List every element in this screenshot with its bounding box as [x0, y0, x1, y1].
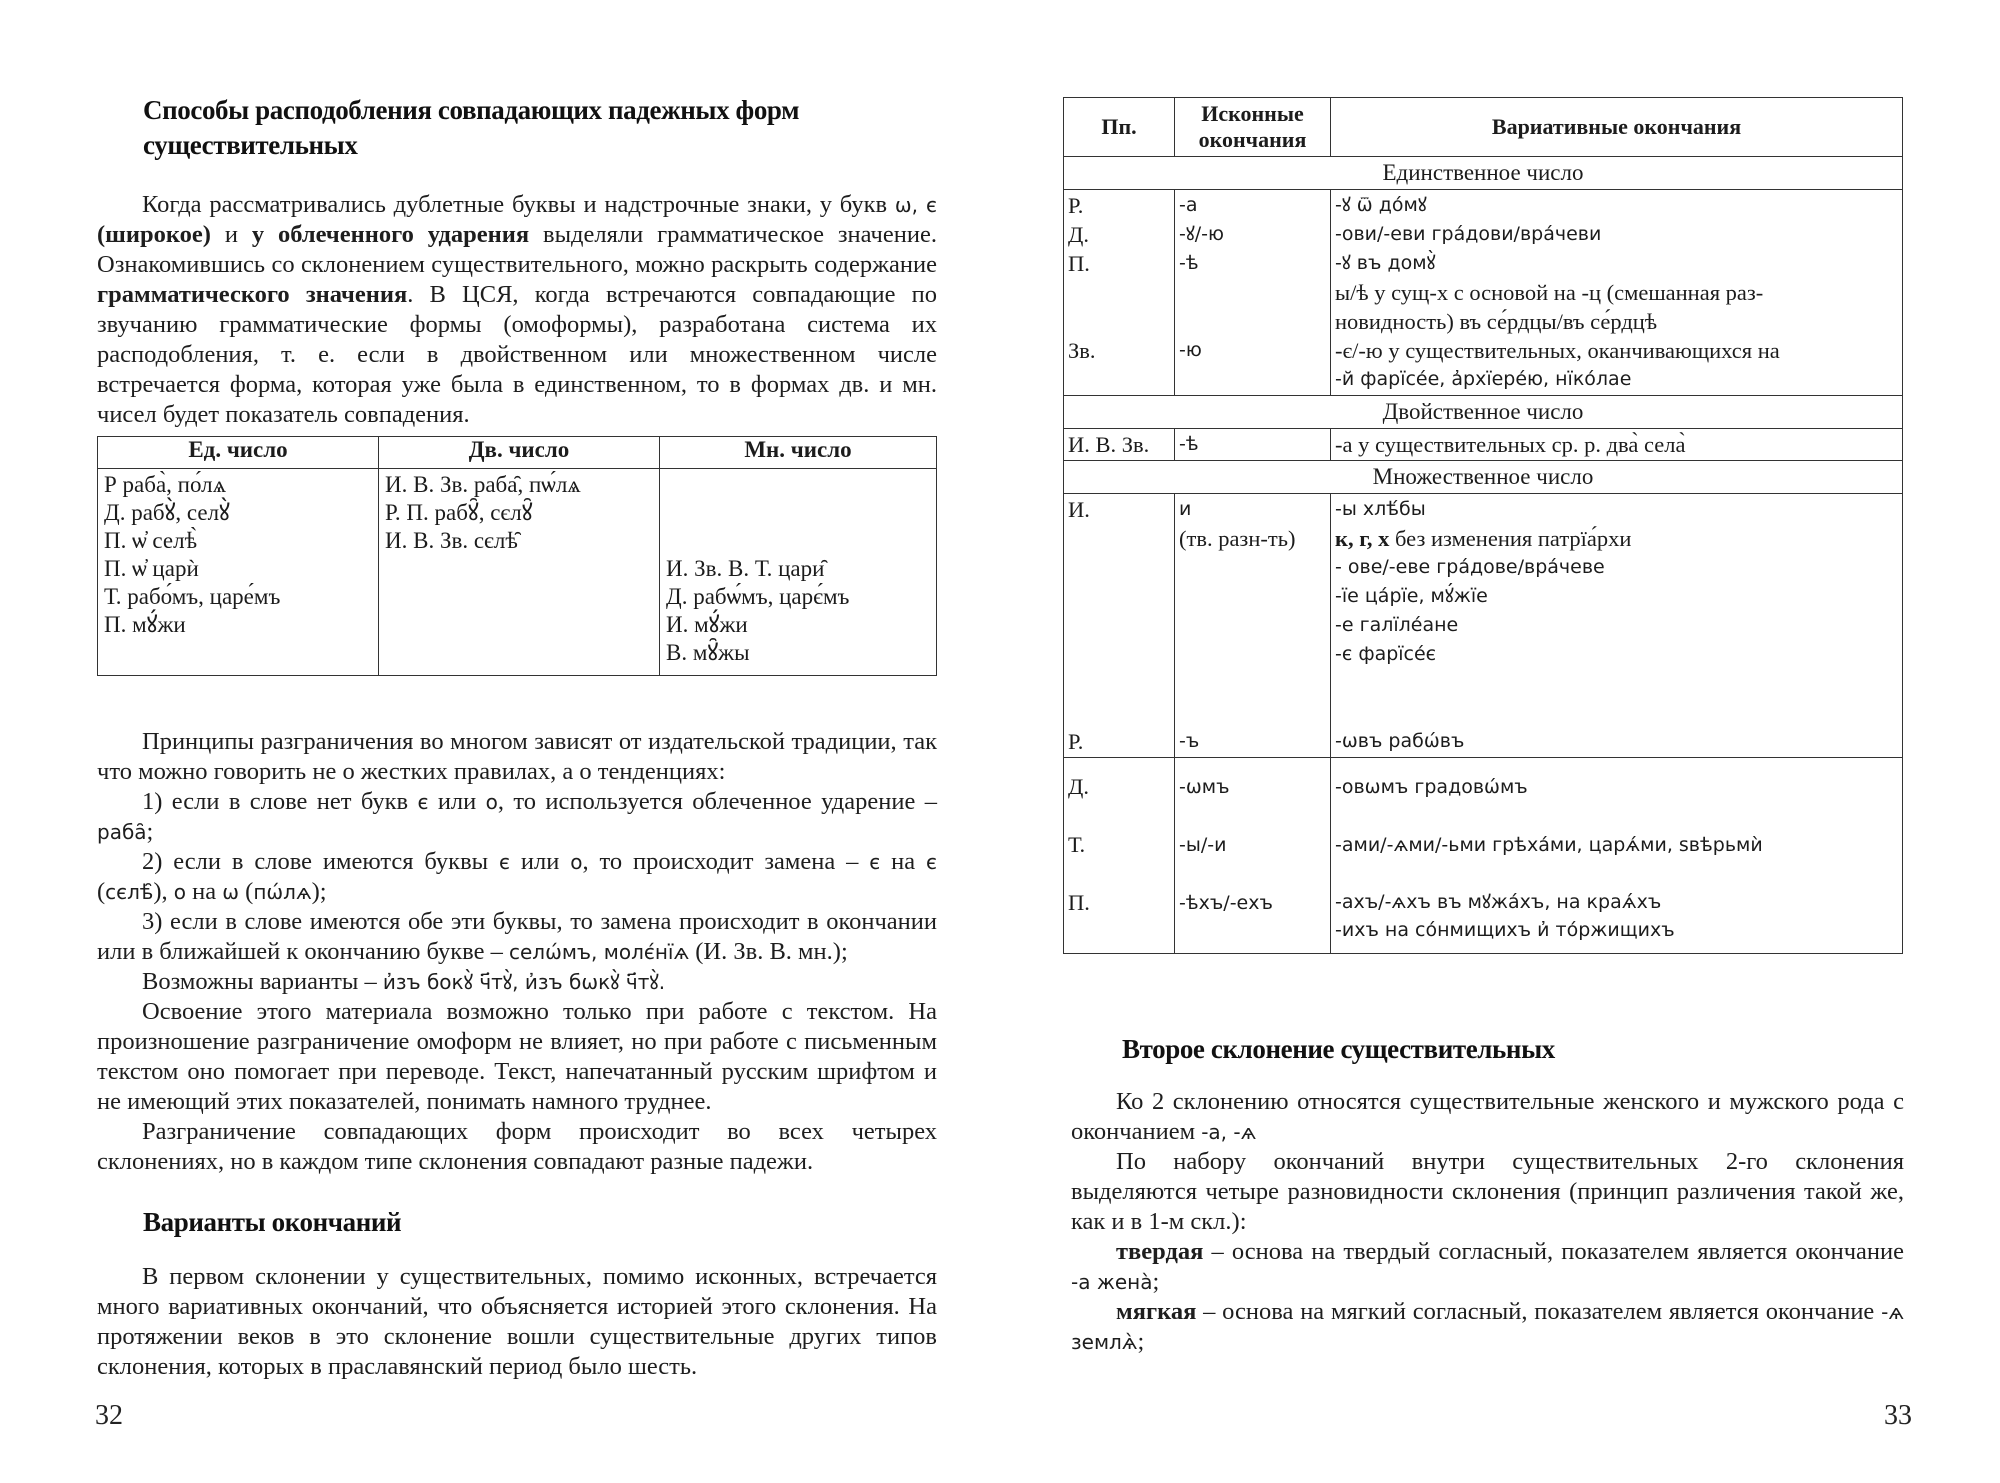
header-plural: Мн. число [660, 437, 937, 469]
text-run: ( [97, 878, 106, 905]
paragraph: По набору окончаний внутри существительных 2-го склонения выделяются четыре разновидности склонения (принцип различения такой же, как и в 1-м скл.): [1071, 1148, 1904, 1235]
table-row [98, 469, 937, 676]
text-run: ), [153, 878, 174, 905]
right-page [1000, 0, 2000, 1483]
form-line: Т. рабо́мъ, царе́мъ [104, 584, 281, 609]
table-row [1064, 429, 1903, 461]
original-ending-cell [1175, 494, 1331, 727]
intro-paragraph [97, 190, 937, 430]
form-line: Д. рабꙋ̀, селꙋ̀ [104, 500, 230, 525]
case-label: Д. [1068, 774, 1089, 799]
variant-ending-cell: -ѡвъ рабѡ́въ [1331, 726, 1903, 758]
section-row-dual [1064, 396, 1903, 429]
variant-line: -ы хлѣ́бы [1335, 498, 1426, 520]
church-slavonic-example: -ѧ землѧ̀ [1071, 1300, 1904, 1354]
variant-line: -ꙋ въ домꙋ̀ [1335, 252, 1436, 274]
text-run: ( [239, 878, 254, 905]
case-cell: И. В. Зв. [1064, 429, 1175, 461]
text-run: , то используется облеченное ударение – [497, 788, 937, 815]
paragraph [1071, 1087, 1904, 1147]
header-case: Пп. [1064, 98, 1175, 157]
text-run: ); [311, 878, 327, 905]
singular-forms-cell [98, 469, 379, 676]
second-declension-text [1071, 1087, 1904, 1357]
page-number-left: 32 [95, 1400, 123, 1431]
variant-ending-cell [1331, 190, 1903, 396]
form-line: Р. П. рабꙋ̑, сєлꙋ̑ [385, 500, 533, 525]
distinction-paragraph: Разграничение совпадающих форм происходит во всех четырех склонениях, но в каждом типе склонения совпадают разные падежи. [97, 1118, 937, 1175]
case-label: Д. [1068, 222, 1089, 247]
text-run: без изменения патрїа́рхи [1389, 526, 1632, 551]
church-slavonic-example: -а жена̀ [1071, 1270, 1153, 1294]
church-slavonic-example: пѡ́лѧ [253, 880, 312, 904]
principles-intro: Принципы разграничения во многом зависят от издательской традиции, так что можно говорить не о жестких правилах, а о тенденциях: [97, 728, 937, 785]
original-ending-cell: -ъ [1175, 726, 1331, 758]
table-row [1064, 758, 1903, 954]
section-row-plural [1064, 461, 1903, 494]
homoform-table [97, 436, 937, 676]
text-run: ; [1137, 1328, 1145, 1355]
variant-line: -ꙋ ѿ до́мꙋ [1335, 194, 1427, 216]
case-cell [1064, 190, 1175, 396]
text-run: Ко 2 склонению относятся существительные женского и мужского рода с окончанием [1071, 1088, 1904, 1145]
variant-ending-cell [1331, 758, 1903, 954]
church-slavonic-chars: о [173, 880, 187, 904]
text-run: 2) если в слове имеются буквы [142, 848, 499, 875]
form-line: П. ѡ҆ царѝ [104, 556, 199, 581]
ending: -ю [1179, 339, 1202, 361]
variant-line: -ахъ/-ѧхъ въ мꙋжа́хъ, на краѧ́хъ [1335, 891, 1662, 913]
soft-variety [1071, 1297, 1904, 1357]
case-cell: И. [1064, 494, 1175, 727]
variant-line: новидность) въ се́рдцы/въ се́рдцѣ [1335, 309, 1658, 334]
text-run: . В ЦСЯ, когда встречаются совпадающие по звучанию грамматические формы (омоформы), разработана система их расподобления, т. е. если в двойственном или множественном числе встречается форма, которая уже была в единственном, то в формах дв. и мн. чисел будет показатель совпадения. [97, 281, 937, 428]
form-line: П. ѡ҆ селѣ̀ [104, 528, 198, 553]
text-run: 1) если в слове нет букв [142, 788, 418, 815]
variant-line: -їе ца́рїе, мꙋ́жїе [1335, 585, 1488, 607]
text-run: Когда рассматривались дублетные буквы и надстрочные знаки, у букв [142, 191, 895, 218]
rule-2 [97, 847, 937, 907]
table-row [1064, 726, 1903, 758]
text-run: на [186, 878, 223, 905]
form-line: П. мꙋ́жи [104, 612, 186, 637]
original-ending-cell [1175, 758, 1331, 954]
form-line: Д. рабѡ́мъ, царє́мъ [666, 584, 850, 609]
rule-3 [97, 907, 937, 967]
ending: -а [1179, 194, 1198, 216]
mastery-paragraph: Освоение этого материала возможно только при работе с текстом. На произношение разграничение омоформ не влияет, но при работе с письменным текстом оно помогает при переводе. Текст, напечатанный русским шрифтом и не имеющий этих показателей, понимать намного труднее. [97, 998, 937, 1115]
endings-table [1063, 97, 1903, 954]
original-ending-cell [1175, 190, 1331, 396]
original-ending-cell: -ѣ [1175, 429, 1331, 461]
variant-line [1335, 524, 1898, 553]
text-run: 3) если в слове имеются обе эти буквы, то замена происходит в окончании или в ближайшей к окончанию букве – [97, 908, 937, 965]
text-run: и [210, 221, 252, 248]
variant-ending-cell: -а у существительных ср. р. два̀ села̀ [1331, 429, 1903, 461]
principles-section [97, 727, 937, 1177]
text-run: – основа на мягкий согласный, показателем является окончание [1196, 1298, 1882, 1325]
variant-line: ы/ѣ у сущ-х с основой на -ц (смешанная раз- [1335, 280, 1764, 305]
rule-1 [97, 787, 937, 847]
form-line: В. мꙋ̑жы [666, 640, 750, 665]
header-original-endings: Исконные окончания [1175, 98, 1331, 157]
church-slavonic-example: раба̑ [97, 820, 147, 844]
table-row [1064, 494, 1903, 727]
variant-line: -ови/-еви гра́дови/вра́чеви [1335, 223, 1602, 245]
variant-line: -ами/-ѧми/-ьми грѣха́ми, царѧ́ми, ѕвѣрьмѝ [1335, 834, 1763, 856]
header-singular: Ед. число [98, 437, 379, 469]
case-label: П. [1068, 890, 1090, 915]
variant-line: -ихъ на со́нмищихъ и҆ то́ржищихъ [1335, 919, 1675, 941]
ending: и [1179, 498, 1192, 520]
text-run: или [509, 848, 571, 875]
section-heading-second-declension: Второе склонение существительных [1122, 1034, 1555, 1064]
ending: -ꙋ/-ю [1179, 223, 1225, 245]
variant-line: -є фарїсе́є [1335, 643, 1437, 665]
ending: -ы/-и [1179, 834, 1227, 856]
form-line: И. В. Зв. сєлѣ̑ [385, 528, 518, 553]
text-run: на [880, 848, 927, 875]
church-slavonic-chars: о [570, 850, 583, 874]
form-line: И. В. Зв. раба̑, пѡ́лѧ [385, 472, 581, 497]
case-cell: Р. [1064, 726, 1175, 758]
church-slavonic-chars: є [499, 850, 510, 874]
section-label: Множественное число [1064, 461, 1903, 494]
plural-forms-cell [660, 469, 937, 676]
church-slavonic-chars: о [485, 790, 498, 814]
church-slavonic-example: селѡ́мъ, молє́нїѧ [508, 940, 690, 964]
variants-paragraph [97, 1262, 937, 1382]
text-run: ; [146, 818, 154, 845]
church-slavonic-example: сєлѣ̑ [105, 880, 154, 904]
form-line: Р раба̀, по́лѧ [104, 472, 227, 497]
hard-variety [1071, 1237, 1904, 1297]
text-run: или [428, 788, 486, 815]
church-slavonic-chars: ѡ, є [894, 193, 937, 217]
page-number-right: 33 [1884, 1400, 1912, 1431]
church-slavonic-example: и҆зъ бокꙋ̀ ч҃тꙋ̀, и҆зъ бѡкꙋ̀ ч҃тꙋ̀. [382, 970, 666, 994]
variant-line: -є/-ю у существительных, оканчивающихся на [1335, 338, 1780, 363]
header-variant-endings: Вариативные окончания [1331, 98, 1903, 157]
church-slavonic-chars: є [926, 850, 937, 874]
form-line: И. Зв. В. Т. цари̑ [666, 556, 825, 581]
case-label: Р. [1068, 193, 1084, 218]
bold-term: к, г, х [1335, 526, 1390, 551]
text-run: выделяли грамматическое значение. Ознакомившись со склонением существительного, можно раскрыть содержание [97, 221, 937, 278]
section-heading-variants: Варианты окончаний [143, 1207, 402, 1237]
case-label: Т. [1068, 832, 1086, 857]
section-label: Единственное число [1064, 157, 1903, 190]
case-label: Зв. [1068, 338, 1096, 363]
variant-line: -е галїле́ане [1335, 614, 1459, 636]
paragraph-text: В первом склонении у существительных, помимо исконных, встречается много вариативных окончаний, что объясняется историей этого склонения. На протяжении веков в это склонение вошли существительные других типов склонения, которых в праславянский период было шесть. [97, 1263, 937, 1380]
church-slavonic-chars: ѡ [222, 880, 240, 904]
ending-note: (тв. разн-ть) [1179, 526, 1296, 551]
church-slavonic-chars: є [417, 790, 429, 814]
ending: -ѡмъ [1179, 776, 1230, 798]
text-run: Возможны варианты – [142, 968, 383, 995]
section-row-singular [1064, 157, 1903, 190]
text-run: ; [1152, 1268, 1160, 1295]
section-heading-dissimilation: Способы расподобления совпадающих падежных форм существительных [143, 95, 800, 160]
table-row [1064, 190, 1903, 396]
ending: -ѣхъ/-ехъ [1179, 892, 1273, 914]
ending: -ѣ [1179, 252, 1199, 274]
dual-forms-cell [379, 469, 660, 676]
section-label: Двойственное число [1064, 396, 1903, 429]
text-run: , то происходит замена – [582, 848, 870, 875]
church-slavonic-chars: є [869, 850, 881, 874]
case-label: П. [1068, 251, 1090, 276]
variant-ending-cell [1331, 494, 1903, 727]
church-slavonic-chars: -а, -ѧ [1201, 1120, 1257, 1144]
variant-line: -й фарїсе́е, а҆рхїере́ю, нїко́лае [1335, 368, 1632, 390]
bold-term: мягкая [1116, 1298, 1197, 1325]
variant-line: - ове/-еве гра́дове/вра́чеве [1335, 556, 1605, 578]
bold-term: грамматического значения [97, 281, 408, 308]
header-dual: Дв. число [379, 437, 660, 469]
text-run: (И. Зв. В. мн.); [689, 938, 848, 965]
variants-note [97, 967, 937, 997]
text-run: – основа на твердый согласный, показателем является окончание [1203, 1238, 1904, 1265]
bold-term: у облеченного ударения [251, 221, 530, 248]
bold-term: твердая [1116, 1238, 1204, 1265]
bold-term: (широкое) [97, 221, 211, 248]
case-cell [1064, 758, 1175, 954]
form-line: И. мꙋ́жи [666, 612, 748, 637]
variant-line: -овѡмъ градовѡ́мъ [1335, 776, 1528, 798]
